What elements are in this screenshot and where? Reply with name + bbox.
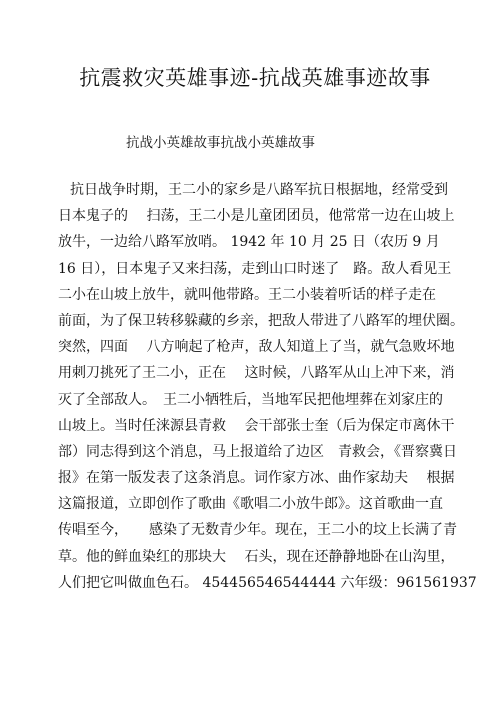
- document-title: 抗震救灾英雄事迹-抗战英雄事迹故事: [79, 66, 431, 90]
- paragraph-line: 放牛，一边给八路军放哨。 1942 年 10 月 25 日（农历 9 月: [58, 234, 440, 251]
- paragraph-line: 草。他的鲜血染红的那块大 石头，现在还静静地卧在山沟里，: [58, 548, 455, 565]
- paragraph-line: 灭了全部敌人。 王二小牺牲后，当地军民把他埋葬在刘家庄的: [58, 391, 443, 408]
- paragraph-line: 日本鬼子的 扫荡，王二小是儿童团团员，他常常一边在山坡上: [58, 208, 455, 225]
- story-paragraph: [58, 177, 477, 596]
- paragraph-line: 山坡上。当时任涞源县青救 会干部张士奎（后为保定市离休干: [58, 417, 455, 434]
- paragraph-line: 传唱至今， 感染了无数青少年。现在，王二小的坟上长满了青: [58, 522, 457, 539]
- paragraph-line: 前面，为了保卫转移躲藏的乡亲，把敌人带进了八路军的埋伏圈。: [58, 312, 464, 329]
- paragraph-line: 抗日战争时期，王二小的家乡是八路军抗日根据地，经常受到: [70, 182, 448, 198]
- paragraph-line: 人们把它叫做血色石。 454456546544444 六年级：961561937: [58, 574, 477, 591]
- paragraph-line: 部）同志得到这个消息，马上报道给了边区 青救会，《晋察冀日: [58, 443, 457, 460]
- paragraph-line: 报》在第一版发表了这条消息。词作家方冰、曲作家劫夫 根据: [58, 470, 455, 487]
- document-subtitle: 抗战小英雄故事抗战小英雄故事: [126, 135, 315, 151]
- paragraph-line: 二小在山坡上放牛，就叫他带路。王二小装着听话的样子走在: [58, 286, 436, 303]
- paragraph-line: 突然，四面 八方响起了枪声，敌人知道上了当，就气急败坏地: [58, 339, 455, 356]
- paragraph-line: 这篇报道，立即创作了歌曲《歌唱二小放牛郎》。这首歌曲一直: [58, 496, 443, 513]
- paragraph-line: 用刺刀挑死了王二小，正在 这时候，八路军从山上冲下来，消: [58, 365, 455, 382]
- paragraph-line: 16 日），日本鬼子又来扫荡，走到山口时迷了 路。敌人看见王: [58, 260, 452, 277]
